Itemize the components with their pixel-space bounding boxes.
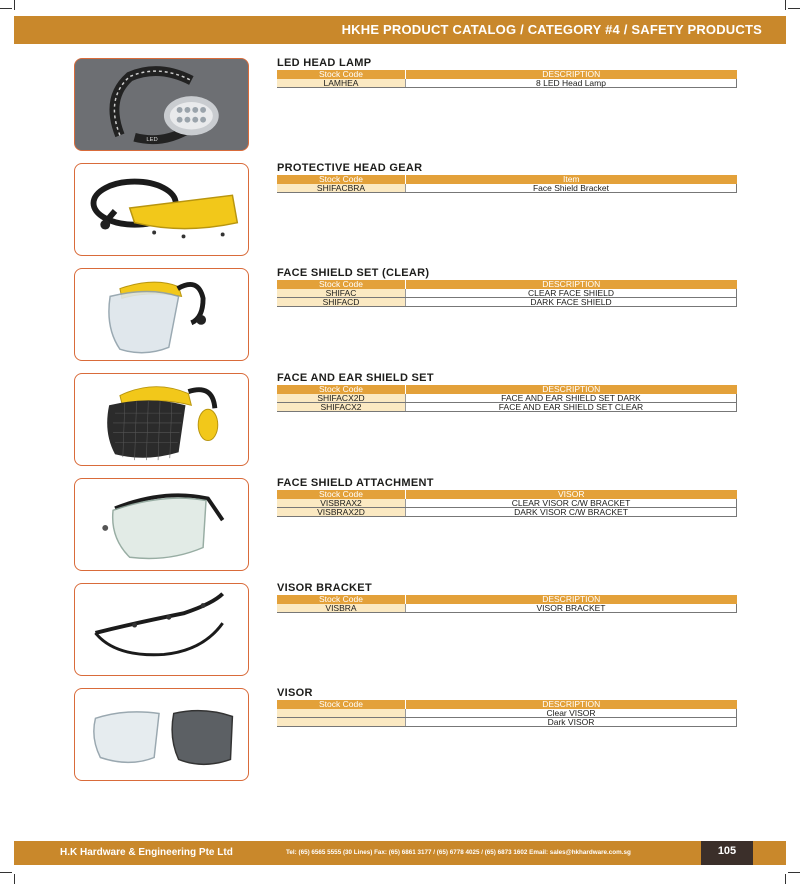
section-title: LED HEAD LAMP (277, 57, 372, 69)
stock-code (277, 709, 406, 718)
table-row (277, 709, 737, 718)
column-header: Stock Code (277, 175, 406, 184)
column-header: Stock Code (277, 70, 406, 79)
table-row (277, 403, 737, 412)
table-row (277, 604, 737, 613)
face-shield-set-clear-image (74, 268, 249, 361)
section-face-shield-set-clear (277, 267, 737, 307)
crop-mark (785, 874, 786, 884)
column-header: VISOR (406, 490, 737, 499)
description: Face Shield Bracket (406, 184, 737, 193)
section-title: FACE AND EAR SHIELD SET (277, 372, 434, 384)
column-header: DESCRIPTION (406, 700, 737, 709)
description: DARK FACE SHIELD (406, 298, 737, 307)
led-head-lamp-image (74, 58, 249, 151)
stock-code: LAMHEA (277, 79, 406, 88)
crop-mark (14, 0, 15, 10)
head-gear-icon (75, 164, 248, 255)
stock-code: SHIFACBRA (277, 184, 406, 193)
crop-mark (14, 874, 15, 884)
protective-head-gear-image (74, 163, 249, 256)
table-row (277, 508, 737, 517)
column-header: DESCRIPTION (406, 280, 737, 289)
column-header: Stock Code (277, 385, 406, 394)
head-lamp-icon (75, 59, 248, 150)
table-row (277, 298, 737, 307)
description: FACE AND EAR SHIELD SET DARK (406, 394, 737, 403)
visor-image (74, 688, 249, 781)
product-table (277, 595, 737, 613)
footer-bar (14, 841, 786, 865)
page-title: HKHE PRODUCT CATALOG / CATEGORY #4 / SAFETY PRODUCTS (341, 22, 762, 37)
section-protective-head-gear (277, 162, 737, 193)
column-header: DESCRIPTION (406, 385, 737, 394)
section-led-head-lamp (277, 57, 737, 88)
section-title: VISOR (277, 687, 313, 699)
product-table (277, 70, 737, 88)
stock-code: SHIFACX2D (277, 394, 406, 403)
crop-mark (788, 8, 800, 9)
stock-code: SHIFACX2 (277, 403, 406, 412)
clear-face-shield-icon (75, 269, 248, 360)
description: VISOR BRACKET (406, 604, 737, 613)
stock-code: VISBRAX2D (277, 508, 406, 517)
table-row (277, 718, 737, 727)
column-header: Stock Code (277, 595, 406, 604)
svg-text:LED: LED (146, 137, 158, 144)
product-table (277, 700, 737, 727)
section-visor-bracket (277, 582, 737, 613)
column-header: Stock Code (277, 490, 406, 499)
section-title: PROTECTIVE HEAD GEAR (277, 162, 423, 174)
description: DARK VISOR C/W BRACKET (406, 508, 737, 517)
description: Dark VISOR (406, 718, 737, 727)
ear-shield-icon (75, 374, 248, 465)
column-header: Item (406, 175, 737, 184)
stock-code: VISBRAX2 (277, 499, 406, 508)
crop-mark (0, 8, 12, 9)
description: Clear VISOR (406, 709, 737, 718)
column-header: DESCRIPTION (406, 595, 737, 604)
column-header: Stock Code (277, 280, 406, 289)
section-title: FACE SHIELD ATTACHMENT (277, 477, 434, 489)
column-header: Stock Code (277, 700, 406, 709)
section-face-shield-attachment (277, 477, 737, 517)
column-header: DESCRIPTION (406, 70, 737, 79)
section-title: VISOR BRACKET (277, 582, 372, 594)
face-and-ear-shield-set-image (74, 373, 249, 466)
section-face-and-ear-shield-set (277, 372, 737, 412)
page-number-box (701, 841, 753, 865)
crop-mark (785, 0, 786, 10)
product-table (277, 385, 737, 412)
crop-mark (788, 872, 800, 873)
header-bar (14, 16, 786, 44)
product-table (277, 280, 737, 307)
company-name: H.K Hardware & Engineering Pte Ltd (60, 847, 233, 858)
product-table (277, 175, 737, 193)
description: CLEAR VISOR C/W BRACKET (406, 499, 737, 508)
visor-pair-icon (75, 689, 248, 780)
stock-code: SHIFACD (277, 298, 406, 307)
visor-attachment-icon (75, 479, 248, 570)
stock-code: VISBRA (277, 604, 406, 613)
description: FACE AND EAR SHIELD SET CLEAR (406, 403, 737, 412)
visor-bracket-image (74, 583, 249, 676)
bracket-icon (75, 584, 248, 675)
stock-code (277, 718, 406, 727)
section-title: FACE SHIELD SET (CLEAR) (277, 267, 430, 279)
description: 8 LED Head Lamp (406, 79, 737, 88)
table-row (277, 79, 737, 88)
face-shield-attachment-image (74, 478, 249, 571)
section-visor (277, 687, 737, 727)
stock-code: SHIFAC (277, 289, 406, 298)
page-number: 105 (717, 845, 737, 857)
description: CLEAR FACE SHIELD (406, 289, 737, 298)
crop-mark (0, 872, 12, 873)
contact-info: Tel: (65) 6565 5555 (30 Lines) Fax: (65) 6861 3177 / (65) 6778 4025 / (65) 6873 1602 Email: sales@hkhardware.com.sg (286, 849, 631, 856)
product-table (277, 490, 737, 517)
table-row (277, 184, 737, 193)
